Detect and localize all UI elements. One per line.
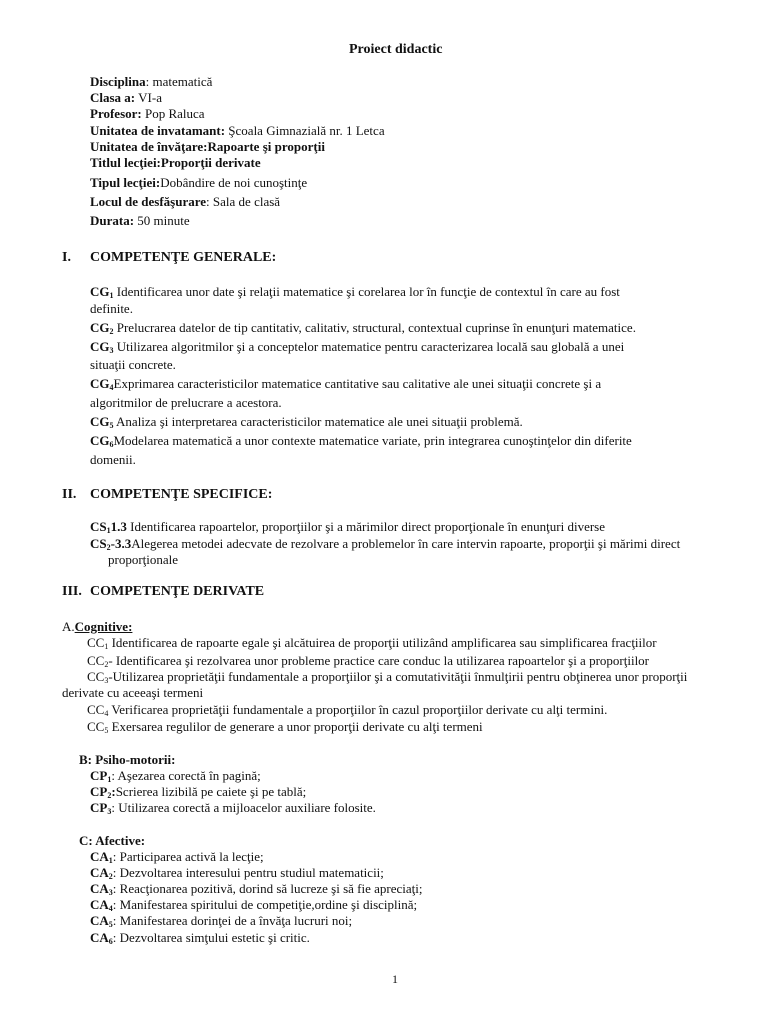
cc4-line1: $CC_4$ Verificarea proprietăţii fundamentale a proporţiilor în cazul proporţiilor derivate cu alţi termini. <box>87 702 608 718</box>
cc1-line1: $CC_1$ Identificarea de rapoarte egale şi alcătuirea de proporţii utilizând amplificarea sau simplificarea fracţiilor <box>87 635 657 651</box>
cs2-line1: $CS_2-3.3Alegerea$ metodei adecvate de rezolvare a problemelor în care intervin rapoarte, proporţii şi mărimi direct <box>90 536 681 552</box>
page-number: 1 <box>392 972 398 986</box>
cg2-line1: $CG_2$ Prelucrarea datelor de tip cantitativ, calitativ, structural, contextual cuprinse în enunţuri matematice. <box>90 320 636 336</box>
cg3-line2: situaţii concrete. <box>90 357 176 372</box>
cg1-line2: definite. <box>90 301 133 316</box>
cg6-line1: $CG_6Modelarea$ matematică a unor contexte matematice variate, prin integrarea cunoştinţelor din diferite <box>90 433 632 449</box>
section-1-heading: COMPETENŢE GENERALE: <box>90 250 277 265</box>
cs2-line2: proporţionale <box>108 552 179 567</box>
ca3: $CA_3$: Reacţionarea pozitivă, dorind să lucreze şi să fie apreciaţi; <box>90 881 423 897</box>
psiho-motorii-title: B: Psiho-motorii: <box>79 752 176 767</box>
meta-durata: Durata: 50 minute <box>90 213 190 228</box>
meta-locul: Locul de desfăşurare: Sala de clasă <box>90 194 281 209</box>
cg1-line1: $CG_1$ Identificarea unor date şi relaţii matematice şi corelarea lor în funcţie de contextul în care au fost <box>90 284 620 300</box>
cs1-line1: $CS_11.3$ Identificarea rapoartelor, proporţiilor şi a mărimilor direct proporţionale în enunţuri diverse <box>90 519 606 535</box>
cp1: $CP_1$: Aşezarea corectă în pagină; <box>90 768 261 784</box>
cp2: $CP_2:Scrierea$ lizibilă pe caiete şi pe tablă; <box>90 784 307 800</box>
cg4-line2: algoritmilor de prelucrare a acestora. <box>90 395 282 410</box>
meta-unitatea-invatamant: Unitatea de invatamant: Şcoala Gimnazială nr. 1 Letca <box>90 123 385 138</box>
meta-disciplina: Disciplina: matematică <box>90 74 213 89</box>
afective-title: C: Afective: <box>79 833 146 848</box>
cg4-line1: $CG_4Exprimarea$ caracteristicilor matematice cantitative sau calitative ale unei situaţii concrete şi a <box>90 376 602 392</box>
meta-profesor: Profesor: Pop Raluca <box>90 106 205 121</box>
cg3-line1: $CG_3$ Utilizarea algoritmilor şi a conceptelor matematice pentru caracterizarea locală sau globală a unei <box>90 339 625 355</box>
ca6: $CA_6$: Dezvoltarea simţului estetic şi critic. <box>90 930 310 946</box>
cg5-line1: $CG_5$ Analiza şi interpretarea caracteristicilor matematice ale unei situaţii problemă. <box>90 414 523 430</box>
cc3-line2: derivate cu aceeaşi termeni <box>62 685 204 700</box>
ca1: $CA_1$: Participarea activă la lecţie; <box>90 849 264 865</box>
meta-tipul-lectiei: Tipul lecţiei:Dobândire de noi cunoştinţe <box>90 175 308 190</box>
section-2-number: II. <box>62 487 77 502</box>
cp3: $CP_3$: Utilizarea corectă a mijloacelor auxiliare folosite. <box>90 800 376 816</box>
section-1-number: I. <box>62 250 71 265</box>
document-title: Proiect didactic <box>349 42 443 57</box>
section-3-number: III. <box>62 584 82 599</box>
cognitive-title: A.Cognitive: <box>62 619 133 634</box>
ca4: $CA_4$: Manifestarea spiritului de competiţie,ordine şi disciplină; <box>90 897 418 913</box>
meta-titlul-lectiei: Titlul lecţiei:Proporţii derivate <box>90 155 261 170</box>
meta-unitatea-invatare: Unitatea de învăţare:Rapoarte şi proporţii <box>90 139 325 154</box>
section-3-heading: COMPETENŢE DERIVATE <box>90 584 265 599</box>
cc5-line1: $CC_5$ Exersarea regulilor de generare a unor proporţii derivate cu alţi termeni <box>87 719 483 735</box>
ca2: $CA_2$: Dezvoltarea interesului pentru studiul matematicii; <box>90 865 384 881</box>
cc3-line1: $CC_3$-Utilizarea proprietăţii fundamentale a proporţiilor şi a comutativităţii înmulţirii pentru obţinerea unor proporţii <box>87 669 688 685</box>
meta-clasa: Clasa a: VI-a <box>90 90 162 105</box>
section-2-heading: COMPETENŢE SPECIFICE: <box>90 487 273 502</box>
ca5: $CA_5$: Manifestarea dorinţei de a învăţa lucruri noi; <box>90 913 353 929</box>
cg6-line2: domenii. <box>90 452 136 467</box>
cc2-line1: $CC_2-$ Identificarea şi rezolvarea unor probleme practice care conduc la utilizarea rapoartelor şi a proporţiilor <box>87 653 650 669</box>
